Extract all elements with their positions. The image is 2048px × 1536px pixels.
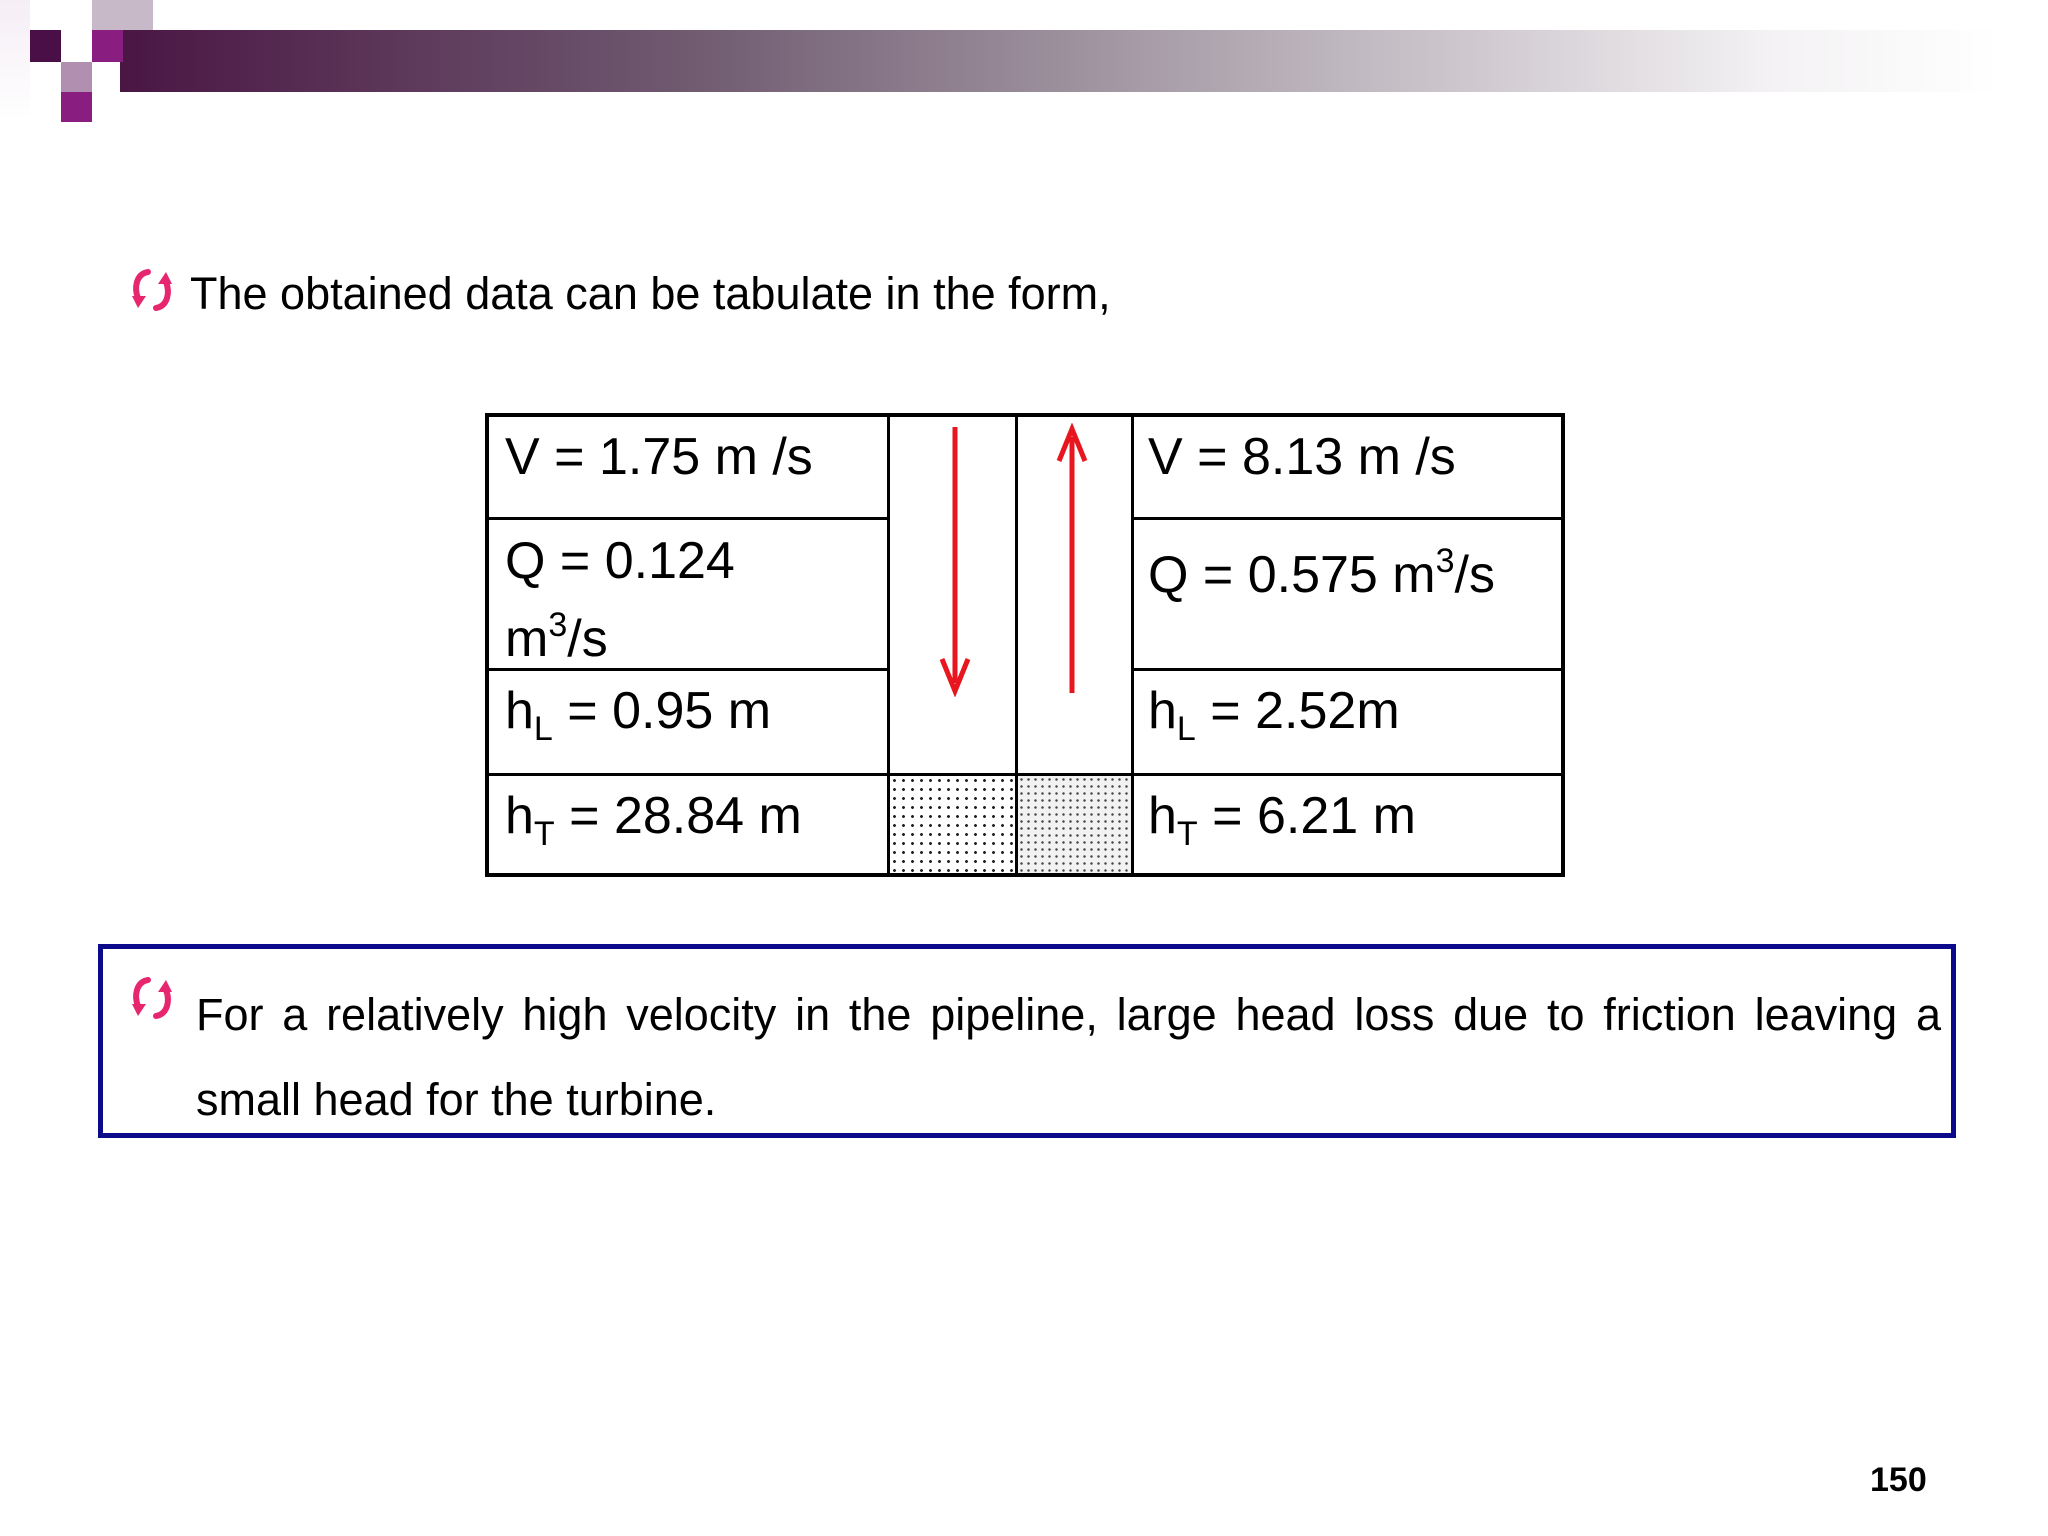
right-head-loss (1148, 679, 1400, 761)
header-square (0, 0, 30, 120)
hatched-cell (890, 776, 1015, 873)
right-turbine-head (1148, 784, 1416, 866)
cell-text: Q = 0.124 (505, 532, 735, 590)
header-square (61, 62, 92, 92)
left-discharge (505, 529, 735, 671)
unit-exponent: 3 (548, 606, 568, 644)
cell-text: Q = 0.575 m (1148, 546, 1436, 604)
header-square (61, 0, 92, 30)
right-velocity (1148, 425, 1456, 489)
results-table (485, 413, 1563, 875)
arrow-down-icon (935, 425, 975, 697)
subscript: T (1176, 815, 1198, 853)
header-square (61, 92, 92, 122)
value: = 28.84 m (554, 787, 802, 845)
left-head-loss (505, 679, 771, 761)
table-divider (1131, 773, 1561, 776)
unit-exponent: 3 (1435, 542, 1455, 580)
hatched-cell (1018, 776, 1131, 873)
unit-rest: /s (567, 610, 608, 668)
symbol: h (1148, 787, 1177, 845)
header-square (30, 30, 61, 62)
unit-rest: /s (1454, 546, 1495, 604)
arrow-up-icon (1052, 423, 1092, 695)
value: = 0.95 m (552, 682, 772, 740)
page-number: 150 (1870, 1461, 1927, 1499)
value: = 2.52m (1195, 682, 1400, 740)
symbol: h (505, 787, 534, 845)
table-divider (1131, 668, 1561, 671)
value: = 6.21 m (1197, 787, 1416, 845)
right-discharge (1148, 529, 1495, 607)
cell-unit (505, 593, 735, 671)
refresh-arrows-icon (128, 266, 176, 314)
cell-text: V = 8.13 m /s (1148, 428, 1456, 486)
header-square (92, 30, 123, 62)
table-divider (1131, 413, 1134, 875)
left-turbine-head (505, 784, 802, 866)
table-divider (485, 773, 890, 776)
subscript: L (533, 710, 553, 748)
table-divider (485, 517, 890, 520)
header-square (92, 0, 153, 30)
symbol: h (1148, 682, 1177, 740)
unit-base: m (505, 610, 549, 668)
refresh-arrows-icon (128, 974, 176, 1022)
header-gradient-bar (120, 30, 2000, 92)
cell-text: V = 1.75 m /s (505, 428, 813, 486)
intro-text: The obtained data can be tabulate in the form, (190, 268, 1111, 319)
table-divider (1131, 517, 1561, 520)
note-text: For a relatively high velocity in the pipeline, large head loss due to friction leaving a small head for the turbine. (196, 989, 1941, 1125)
symbol: h (505, 682, 534, 740)
left-velocity (505, 425, 813, 489)
subscript: T (533, 815, 555, 853)
subscript: L (1176, 710, 1196, 748)
